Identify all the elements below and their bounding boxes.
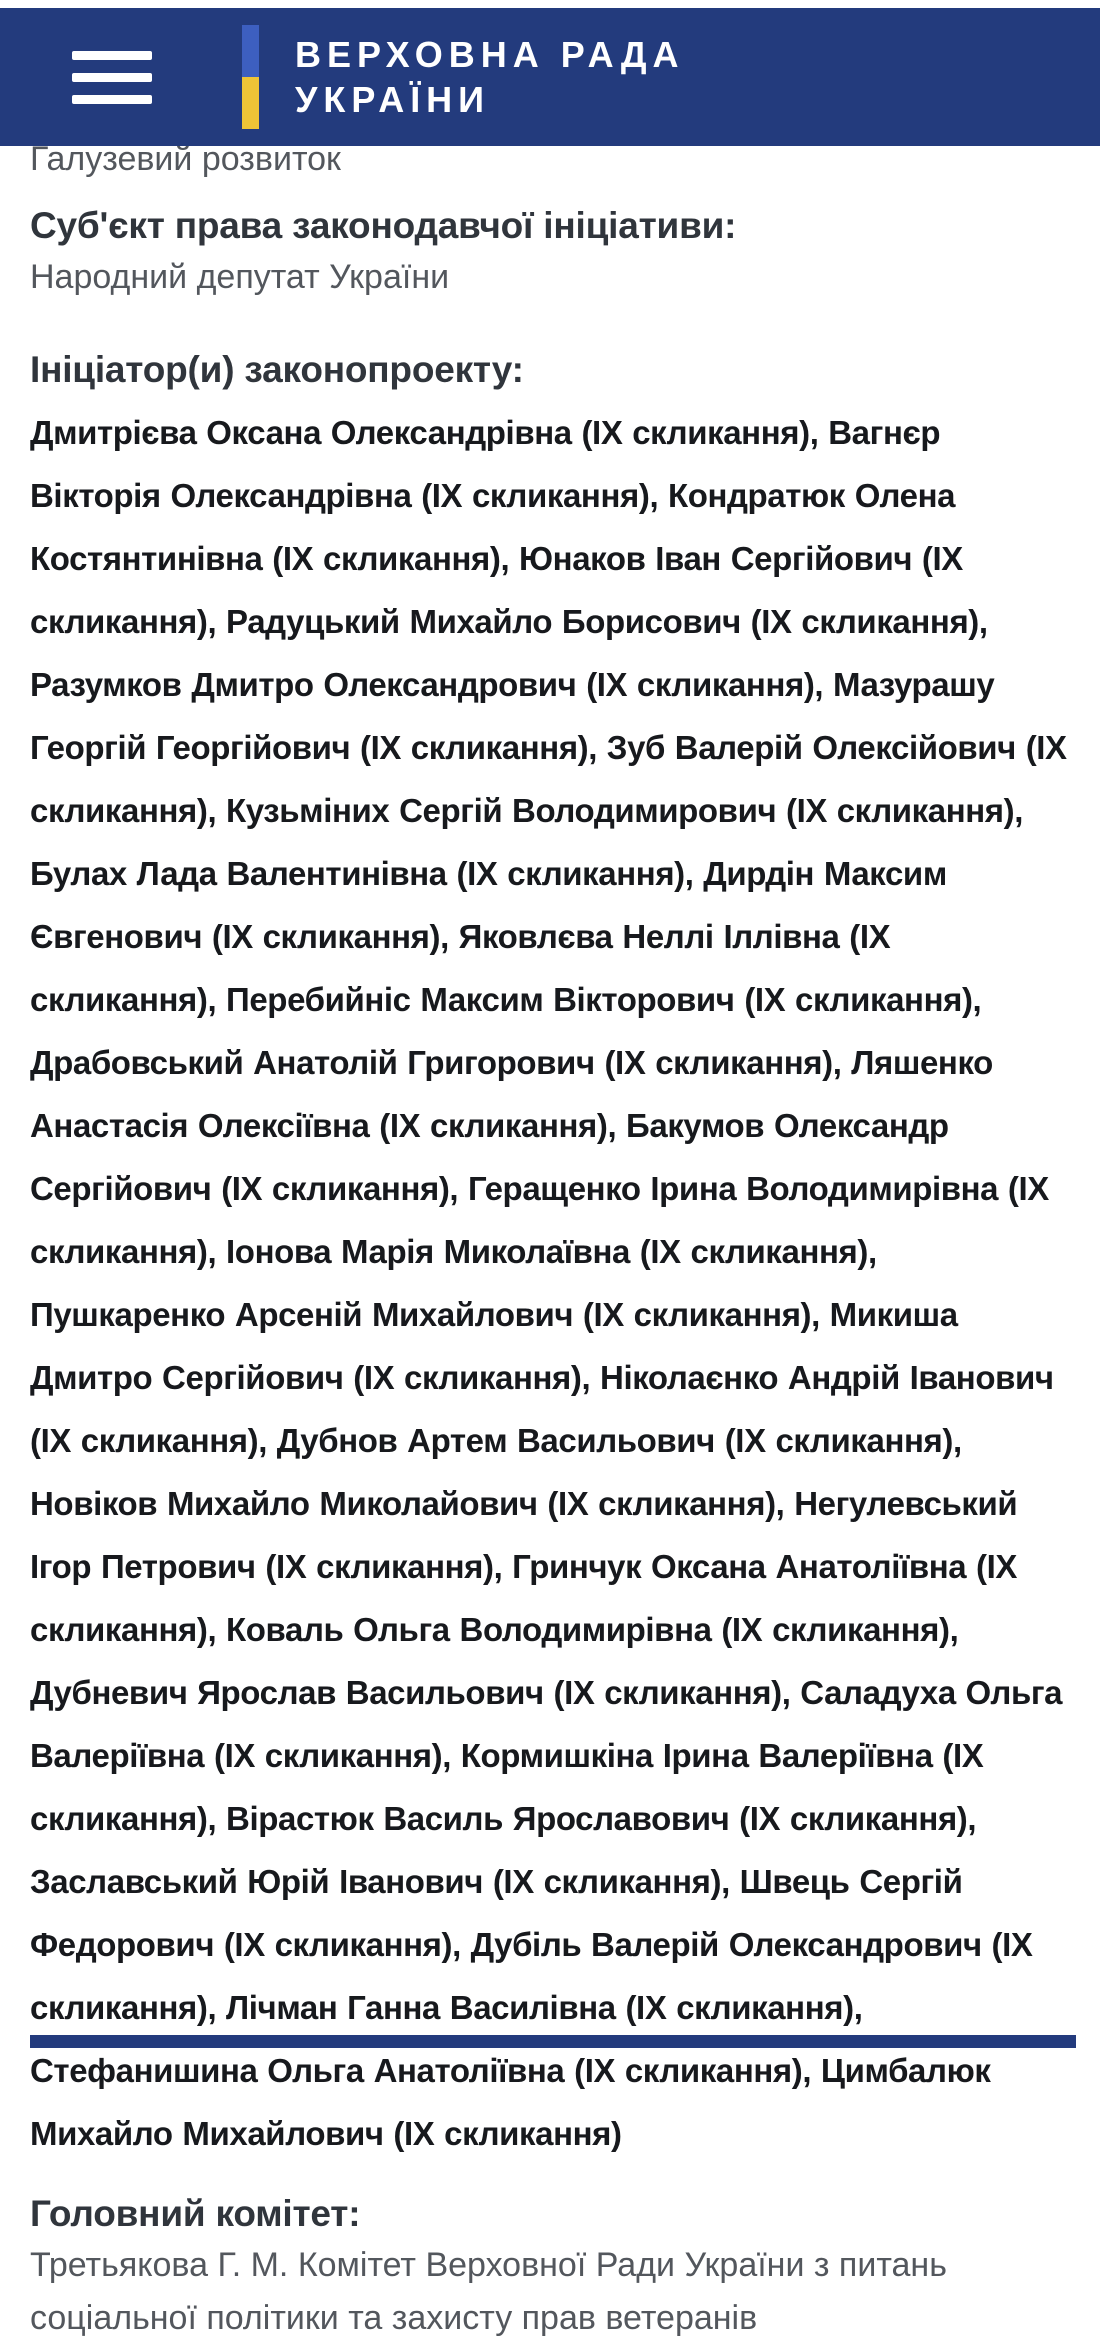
site-title-line1: ВЕРХОВНА РАДА bbox=[295, 34, 685, 75]
initiators-list[interactable]: Дмитрієва Оксана Олександрівна (ІХ скликання), Вагнєр Вікторія Олександрівна (ІХ скликання), Кондратюк Олена Костянтинівна (ІХ скликання), Юнаков Іван Сергійович (ІХ скликання), Радуцький Михайло Борисович (ІХ скликання), Разумков Дмитро Олександрович (ІХ скликання), Мазурашу Георгій Георгійович (ІХ скликання), Зуб Валерій Олексійович (ІХ скликання), Кузьміних Сергій Володимирович (ІХ скликання), Булах Лада Валентинівна (ІХ скликання), Дирдін Максим Євгенович (ІХ скликання), Яковлєва Неллі Іллівна (ІХ скликання), Перебийніс Максим Вікторович (ІХ скликання), Драбовський Анатолій Григорович (ІХ скликання), Ляшенко Анастасія Олексіївна (ІХ скликання), Бакумов Олександр Сергійович (ІХ скликання), Геращенко Ірина Володимирівна (ІХ скликання), Іонова Марія Миколаївна (ІХ скликання), Пушкаренко Арсеній Михайлович (ІХ скликання), Микиша Дмитро Сергійович (ІХ скликання), Ніколаєнко Андрій Іванович (ІХ скликання), Дубнов Артем Васильович (ІХ скликання), Новіков Михайло Миколайович (ІХ скликання), Негулевський Ігор Петрович (ІХ скликання), Гринчук Оксана Анатоліївна (ІХ скликання), Коваль Ольга Володимирівна (ІХ скликання), Дубневич Ярослав Васильович (ІХ скликання), Саладуха Ольга Валеріївна (ІХ скликання), Кормишкіна Ірина Валеріївна (ІХ скликання), Вірастюк Василь Ярославович (ІХ скликання), Заславський Юрій Іванович (ІХ скликання), Швець Сергій Федорович (ІХ скликання), Дубіль Валерій Олександрович (ІХ скликання), Лічман Ганна Василівна (ІХ скликання), Стефанишина Ольга Анатоліївна (ІХ скликання), Цимбалюк Михайло Михайлович (ІХ скликання) bbox=[30, 414, 1067, 2152]
bill-details bbox=[0, 146, 1100, 2345]
top-strip bbox=[0, 0, 1100, 8]
ukraine-flag-icon bbox=[242, 25, 259, 129]
site-logo[interactable] bbox=[295, 32, 685, 122]
subject-value: Народний депутат України bbox=[30, 258, 450, 296]
flag-yellow-stripe bbox=[242, 77, 259, 129]
hamburger-icon bbox=[72, 95, 152, 104]
rubric-text: Галузевий розвиток bbox=[30, 146, 341, 178]
footer-bar bbox=[30, 2035, 1076, 2048]
hamburger-icon bbox=[72, 73, 152, 82]
hamburger-icon bbox=[72, 51, 152, 60]
committee-value: Третьякова Г. М. Комітет Верховної Ради України з питань соціальної політики та захисту прав ветеранів bbox=[30, 2246, 947, 2337]
flag-blue-stripe bbox=[242, 25, 259, 77]
committee-label: Головний комітет: bbox=[30, 2193, 361, 2234]
initiators-label: Ініціатор(и) законопроекту: bbox=[30, 349, 524, 390]
rubric-clipped-row bbox=[30, 146, 1074, 183]
app-header bbox=[0, 8, 1100, 146]
site-title-line2: УКРАЇНИ bbox=[295, 79, 491, 120]
menu-button[interactable] bbox=[72, 51, 152, 104]
subject-label: Суб'єкт права законодавчої ініціативи: bbox=[30, 205, 737, 246]
